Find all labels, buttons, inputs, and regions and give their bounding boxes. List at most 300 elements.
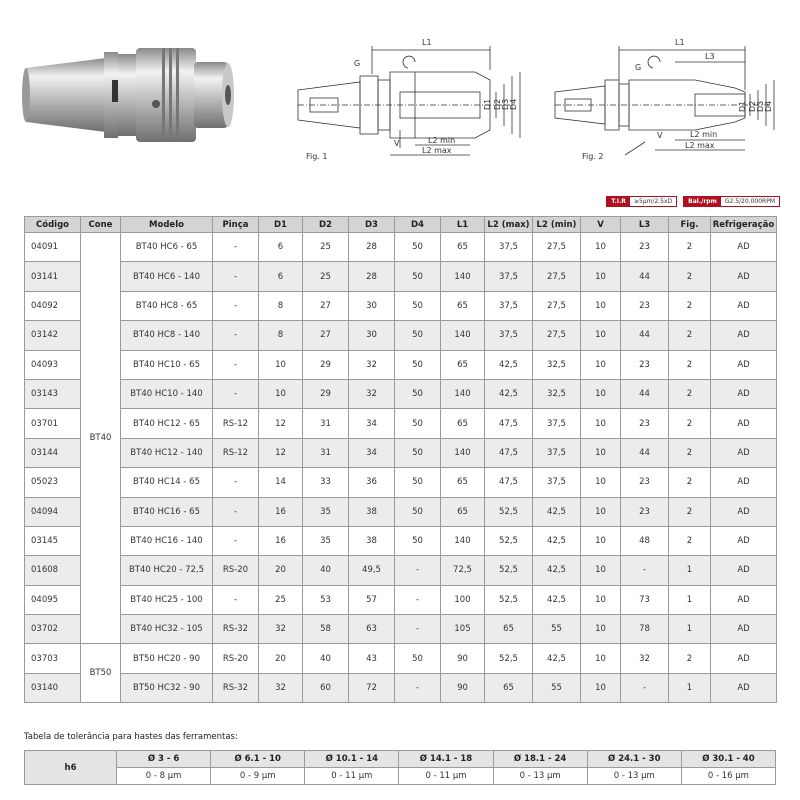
table-row [25,409,777,438]
cell-l2max: 52,5 [485,556,533,585]
cell-d1: 8 [259,291,303,320]
header-d1: D1 [259,217,303,233]
header-d4: D4 [395,217,441,233]
cell-modelo: BT40 HC25 - 100 [121,585,213,614]
cell-d3: 28 [349,262,395,291]
tolerance-values-row [25,768,776,785]
table-body [25,233,777,703]
cell-modelo: BT40 HC6 - 140 [121,262,213,291]
cell-d3: 49,5 [349,556,395,585]
cell-v: 10 [581,409,621,438]
cell-l2max: 52,5 [485,644,533,673]
cell-codigo: 03703 [25,644,81,673]
cell-l1: 140 [441,526,485,555]
cell-d1: 32 [259,615,303,644]
cell-d1: 14 [259,468,303,497]
cell-d4: - [395,615,441,644]
cell-d4: 50 [395,468,441,497]
cell-codigo: 03702 [25,615,81,644]
cell-l1: 65 [441,233,485,262]
cell-fig: 2 [669,321,711,350]
cell-pinca: - [213,526,259,555]
cell-d1: 25 [259,585,303,614]
tolerance-range: Ø 30.1 - 40 [681,751,775,768]
cell-fig: 2 [669,350,711,379]
cell-pinca: RS-20 [213,556,259,585]
tir-badge-label: T.I.R [607,197,630,206]
fig1-label-l1: L1 [422,38,432,47]
cell-l1: 140 [441,379,485,408]
cell-l1: 100 [441,585,485,614]
cell-refrig: AD [711,379,777,408]
cell-d4: 50 [395,233,441,262]
cell-d3: 43 [349,644,395,673]
cell-d1: 10 [259,350,303,379]
cell-l2min: 42,5 [533,644,581,673]
fig2-label-v: V [657,131,663,140]
header-l2-max: L2 (max) [485,217,533,233]
fig2-label-l2max: L2 max [685,141,715,150]
cell-pinca: - [213,291,259,320]
tolerance-range: Ø 3 - 6 [117,751,211,768]
cell-d4: 50 [395,350,441,379]
cell-refrig: AD [711,468,777,497]
fig2-label-l2min: L2 min [690,130,718,139]
fig2-label-d3: D3 [756,100,765,112]
balance-badge-label: Bal./rpm [684,197,721,206]
cell-modelo: BT50 HC32 - 90 [121,673,213,702]
fig2-label-d1: D1 [738,100,747,112]
cell-fig: 2 [669,526,711,555]
cell-fig: 2 [669,233,711,262]
cell-v: 10 [581,497,621,526]
tolerance-table [24,750,776,785]
cell-refrig: AD [711,350,777,379]
cell-modelo: BT40 HC10 - 140 [121,379,213,408]
cell-refrig: AD [711,644,777,673]
cell-l2min: 27,5 [533,321,581,350]
fig1-label-d2: D2 [493,98,502,110]
cell-d2: 60 [303,673,349,702]
table-row [25,585,777,614]
cell-d2: 58 [303,615,349,644]
cell-pinca: - [213,497,259,526]
cell-d2: 35 [303,526,349,555]
header-d3: D3 [349,217,395,233]
cell-fig: 2 [669,438,711,467]
cell-refrig: AD [711,615,777,644]
cell-d4: - [395,673,441,702]
cell-codigo: 04095 [25,585,81,614]
cell-v: 10 [581,556,621,585]
cell-modelo: BT50 HC20 - 90 [121,644,213,673]
cell-l1: 90 [441,644,485,673]
fig2-label-d2: D2 [748,100,757,112]
cell-d3: 32 [349,379,395,408]
cell-d1: 16 [259,526,303,555]
tolerance-row-label: h6 [25,751,117,785]
cell-pinca: RS-12 [213,409,259,438]
cell-fig: 2 [669,644,711,673]
cell-l2min: 27,5 [533,291,581,320]
cell-pinca: RS-32 [213,673,259,702]
table-row [25,233,777,262]
cell-pinca: RS-32 [213,615,259,644]
cell-l2max: 52,5 [485,526,533,555]
cell-v: 10 [581,438,621,467]
cell-d4: 50 [395,438,441,467]
cell-l2min: 42,5 [533,526,581,555]
table-row [25,526,777,555]
cell-v: 10 [581,644,621,673]
header-refrigeracao: Refrigeração [711,217,777,233]
cell-d4: 50 [395,526,441,555]
cell-modelo: BT40 HC14 - 65 [121,468,213,497]
cell-modelo: BT40 HC12 - 140 [121,438,213,467]
cell-d1: 16 [259,497,303,526]
tolerance-header-row [25,751,776,768]
product-table [24,216,777,703]
cell-fig: 1 [669,556,711,585]
cell-v: 10 [581,321,621,350]
cell-d1: 20 [259,644,303,673]
cell-pinca: RS-12 [213,438,259,467]
cell-v: 10 [581,379,621,408]
cell-v: 10 [581,615,621,644]
cell-fig: 2 [669,262,711,291]
cell-l2min: 37,5 [533,438,581,467]
cell-d4: 50 [395,321,441,350]
cell-refrig: AD [711,585,777,614]
header-v: V [581,217,621,233]
fig1-label-v: V [394,139,400,148]
fig1-diagram [290,30,530,170]
cone-cell: BT40 [81,233,121,644]
tir-badge-value: ≥5µm/2.5xD [630,197,676,206]
cell-l2max: 65 [485,615,533,644]
cell-modelo: BT40 HC10 - 65 [121,350,213,379]
cell-l1: 90 [441,673,485,702]
header-l3: L3 [621,217,669,233]
fig1-caption: Fig. 1 [306,152,328,161]
cell-l2max: 65 [485,673,533,702]
cell-d2: 27 [303,291,349,320]
cell-d4: 50 [395,379,441,408]
cell-codigo: 04093 [25,350,81,379]
cell-l1: 140 [441,262,485,291]
cell-pinca: - [213,350,259,379]
cell-l3: 23 [621,468,669,497]
table-row [25,291,777,320]
cell-l3: 44 [621,438,669,467]
cell-d3: 36 [349,468,395,497]
cell-l2max: 52,5 [485,497,533,526]
cell-d4: 50 [395,644,441,673]
cell-d1: 10 [259,379,303,408]
cell-d3: 34 [349,409,395,438]
cell-refrig: AD [711,291,777,320]
fig2-diagram [545,30,790,170]
cell-d3: 34 [349,438,395,467]
cell-pinca: - [213,233,259,262]
tir-badge [606,196,677,207]
cell-codigo: 03145 [25,526,81,555]
cell-modelo: BT40 HC12 - 65 [121,409,213,438]
cell-refrig: AD [711,438,777,467]
table-row [25,615,777,644]
tolerance-range: Ø 14.1 - 18 [399,751,493,768]
cell-d1: 12 [259,438,303,467]
cell-d4: - [395,556,441,585]
cell-pinca: - [213,468,259,497]
cell-refrig: AD [711,526,777,555]
cell-d2: 25 [303,262,349,291]
cell-v: 10 [581,233,621,262]
fig1-label-l2max: L2 max [422,146,452,155]
cell-d3: 30 [349,291,395,320]
cell-l2min: 32,5 [533,379,581,408]
tolerance-value: 0 - 13 µm [587,768,681,785]
cell-d1: 6 [259,262,303,291]
header-pinca: Pinça [213,217,259,233]
cell-d2: 40 [303,556,349,585]
cell-d4: 50 [395,497,441,526]
fig2-label-g: G [635,63,642,72]
header-cone: Cone [81,217,121,233]
fig2-label-l3: L3 [705,52,715,61]
cell-pinca: - [213,585,259,614]
cell-pinca: - [213,321,259,350]
fig1-label-d3: D3 [501,98,510,110]
cell-l2max: 37,5 [485,321,533,350]
tolerance-value: 0 - 9 µm [211,768,305,785]
tolerance-value: 0 - 11 µm [305,768,399,785]
tolerance-value: 0 - 13 µm [493,768,587,785]
table-row [25,468,777,497]
cell-d3: 38 [349,497,395,526]
cell-pinca: - [213,262,259,291]
cell-codigo: 04092 [25,291,81,320]
cell-l2max: 37,5 [485,262,533,291]
cell-d2: 40 [303,644,349,673]
header-modelo: Modelo [121,217,213,233]
tolerance-value: 0 - 8 µm [117,768,211,785]
cell-v: 10 [581,673,621,702]
cell-d3: 28 [349,233,395,262]
cell-l2max: 47,5 [485,438,533,467]
cell-d1: 8 [259,321,303,350]
cell-refrig: AD [711,262,777,291]
cell-v: 10 [581,262,621,291]
cell-refrig: AD [711,673,777,702]
cell-l1: 65 [441,468,485,497]
cell-d4: 50 [395,262,441,291]
table-row [25,438,777,467]
cell-l2min: 27,5 [533,233,581,262]
cell-d2: 27 [303,321,349,350]
cell-l3: 48 [621,526,669,555]
cell-l3: 78 [621,615,669,644]
cell-l2min: 37,5 [533,409,581,438]
cell-v: 10 [581,291,621,320]
cell-l2max: 47,5 [485,468,533,497]
balance-badge [683,196,780,207]
cell-l3: 23 [621,350,669,379]
fig1-label-l2min: L2 min [428,136,456,145]
cell-l2min: 42,5 [533,497,581,526]
cell-pinca: RS-20 [213,644,259,673]
header-fig: Fig. [669,217,711,233]
cell-l2min: 37,5 [533,468,581,497]
cell-refrig: AD [711,409,777,438]
cell-d2: 29 [303,379,349,408]
cell-l2min: 32,5 [533,350,581,379]
spec-badges [606,196,780,207]
cone-cell: BT50 [81,644,121,703]
cell-d1: 12 [259,409,303,438]
cell-modelo: BT40 HC20 - 72,5 [121,556,213,585]
cell-d3: 32 [349,350,395,379]
cell-fig: 2 [669,497,711,526]
tolerance-range: Ø 10.1 - 14 [305,751,399,768]
header-l1: L1 [441,217,485,233]
cell-l2min: 55 [533,615,581,644]
cell-v: 10 [581,468,621,497]
header-l2-min: L2 (min) [533,217,581,233]
cell-l3: 23 [621,409,669,438]
cell-l3: 44 [621,321,669,350]
cell-l3: 73 [621,585,669,614]
header-codigo: Código [25,217,81,233]
cell-l3: - [621,673,669,702]
fig1-label-d1: D1 [483,98,492,110]
table-row [25,673,777,702]
fig1-label-d4: D4 [509,98,518,110]
cell-l2max: 52,5 [485,585,533,614]
cell-fig: 1 [669,615,711,644]
cell-l1: 140 [441,438,485,467]
cell-codigo: 04094 [25,497,81,526]
cell-l3: 23 [621,233,669,262]
cell-l3: 23 [621,291,669,320]
cell-l2max: 47,5 [485,409,533,438]
tolerance-value: 0 - 16 µm [681,768,775,785]
cell-modelo: BT40 HC8 - 140 [121,321,213,350]
cell-l2max: 42,5 [485,379,533,408]
cell-d4: 50 [395,409,441,438]
cell-l1: 65 [441,409,485,438]
cell-l2min: 27,5 [533,262,581,291]
cell-l3: 44 [621,379,669,408]
tolerance-title: Tabela de tolerância para hastes das ferramentas: [24,732,238,742]
cell-fig: 2 [669,379,711,408]
cell-fig: 1 [669,585,711,614]
cell-refrig: AD [711,233,777,262]
cell-d2: 33 [303,468,349,497]
table-row [25,379,777,408]
cell-d4: - [395,585,441,614]
cell-d1: 32 [259,673,303,702]
cell-codigo: 05023 [25,468,81,497]
table-header-row [25,217,777,233]
cell-codigo: 03142 [25,321,81,350]
table-row [25,644,777,673]
product-photo [16,40,256,150]
cell-l3: 44 [621,262,669,291]
cell-l1: 65 [441,497,485,526]
cell-refrig: AD [711,497,777,526]
cell-refrig: AD [711,556,777,585]
table-row [25,497,777,526]
cell-d2: 29 [303,350,349,379]
cell-l3: 23 [621,497,669,526]
cell-fig: 2 [669,409,711,438]
cell-d2: 25 [303,233,349,262]
cell-l1: 105 [441,615,485,644]
cell-modelo: BT40 HC8 - 65 [121,291,213,320]
cell-codigo: 03144 [25,438,81,467]
cell-codigo: 03140 [25,673,81,702]
cell-d2: 31 [303,409,349,438]
cell-d1: 20 [259,556,303,585]
cell-l2min: 42,5 [533,556,581,585]
cell-refrig: AD [711,321,777,350]
cell-l2max: 37,5 [485,291,533,320]
cell-d3: 72 [349,673,395,702]
table-row [25,321,777,350]
cell-d2: 31 [303,438,349,467]
tolerance-range: Ø 24.1 - 30 [587,751,681,768]
tolerance-value: 0 - 11 µm [399,768,493,785]
cell-l3: 32 [621,644,669,673]
cell-v: 10 [581,350,621,379]
cell-codigo: 01608 [25,556,81,585]
fig1-label-g: G [354,59,361,68]
cell-codigo: 03141 [25,262,81,291]
cell-l1: 65 [441,350,485,379]
cell-modelo: BT40 HC32 - 105 [121,615,213,644]
table-row [25,262,777,291]
cell-d4: 50 [395,291,441,320]
cell-v: 10 [581,526,621,555]
cell-fig: 2 [669,468,711,497]
tolerance-range: Ø 6.1 - 10 [211,751,305,768]
cell-pinca: - [213,379,259,408]
cell-l1: 65 [441,291,485,320]
cell-codigo: 04091 [25,233,81,262]
cell-fig: 1 [669,673,711,702]
header-d2: D2 [303,217,349,233]
table-row [25,350,777,379]
cell-d3: 57 [349,585,395,614]
cell-d1: 6 [259,233,303,262]
fig2-label-l1: L1 [675,38,685,47]
cell-l1: 72,5 [441,556,485,585]
cell-d2: 53 [303,585,349,614]
cell-d3: 63 [349,615,395,644]
cell-v: 10 [581,585,621,614]
cell-l2min: 42,5 [533,585,581,614]
cell-d3: 38 [349,526,395,555]
cell-modelo: BT40 HC6 - 65 [121,233,213,262]
cell-fig: 2 [669,291,711,320]
table-row [25,556,777,585]
cell-l2min: 55 [533,673,581,702]
cell-codigo: 03143 [25,379,81,408]
cell-l2max: 42,5 [485,350,533,379]
cell-d3: 30 [349,321,395,350]
fig2-label-d4: D4 [764,100,773,112]
